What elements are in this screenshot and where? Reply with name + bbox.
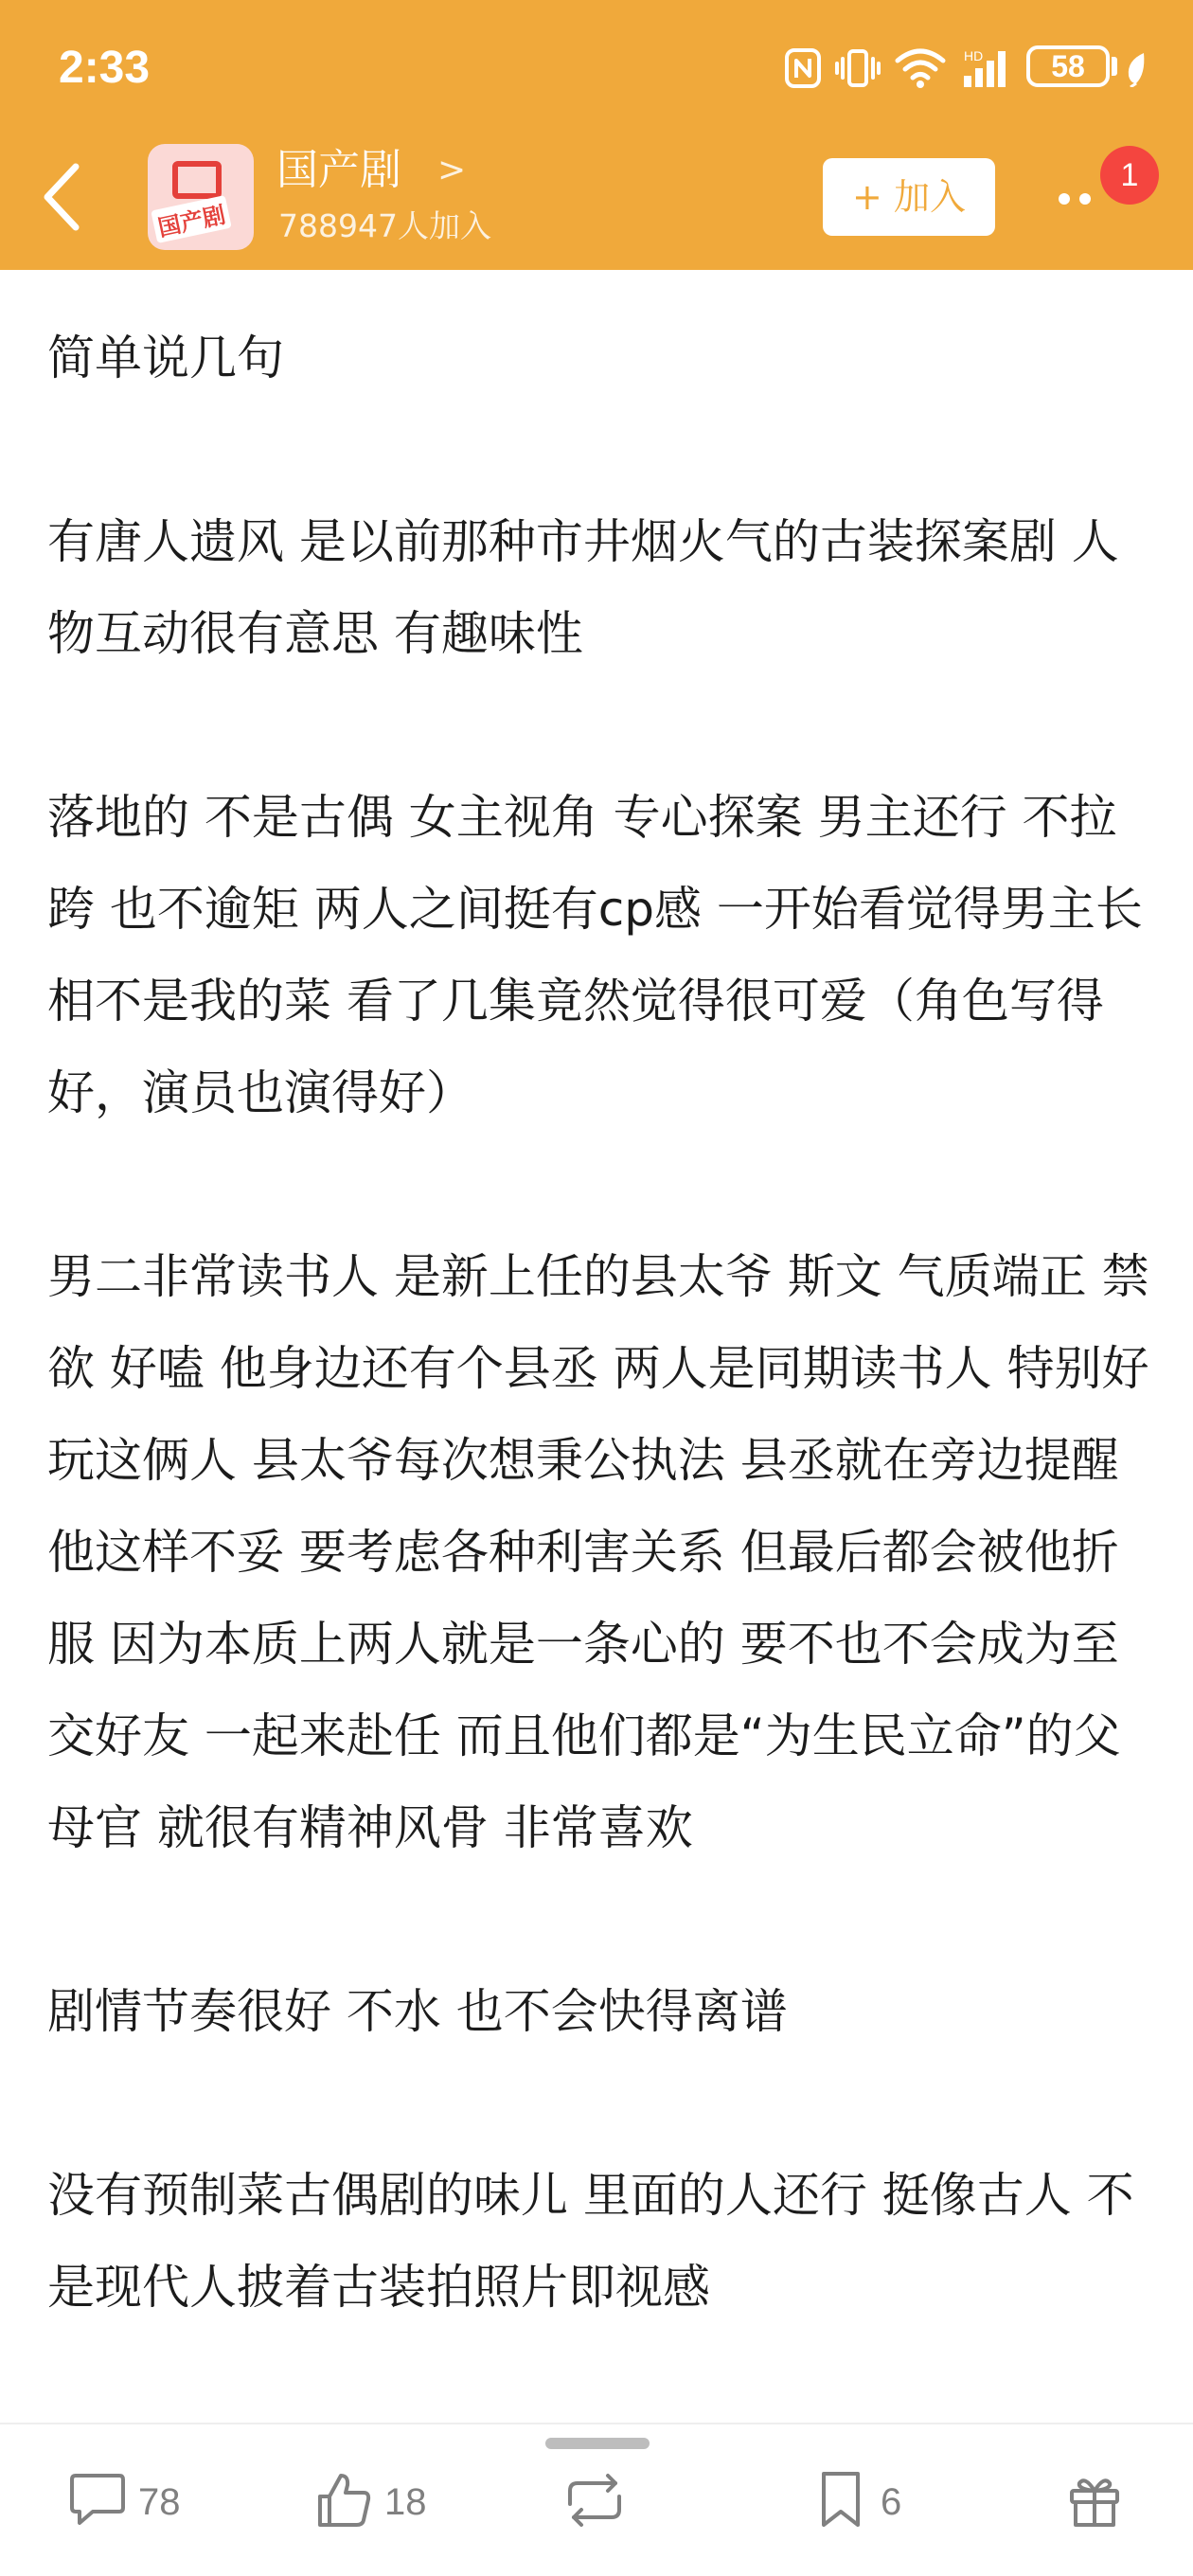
app-header	[0, 0, 1193, 270]
join-button[interactable]: + 加入	[823, 158, 995, 236]
bookmark-button[interactable]	[814, 2462, 937, 2538]
battery-icon: 58	[1026, 45, 1110, 87]
chevron-left-icon[interactable]	[34, 159, 91, 235]
svg-text:HD: HD	[964, 48, 984, 63]
status-time: 2:33	[59, 43, 151, 93]
more-dots-icon[interactable]	[1059, 189, 1112, 208]
group-avatar[interactable]	[148, 144, 254, 250]
bookmark-count: 6	[881, 2481, 902, 2523]
post-paragraph: 简单说几句	[47, 331, 284, 385]
notification-badge[interactable]: 1	[1100, 146, 1159, 205]
drag-handle[interactable]	[545, 2438, 650, 2449]
group-nav-bar	[0, 133, 1193, 270]
battery-tip	[1112, 57, 1117, 76]
repost-icon	[561, 2470, 629, 2531]
comment-count: 78	[138, 2481, 181, 2523]
post-paragraph: 没有预制菜古偶剧的味儿 里面的人还行 挺像古人 不是现代人披着古装拍照片即视感	[47, 2168, 1134, 2315]
gift-button[interactable]	[1066, 2462, 1127, 2538]
bookmark-icon	[814, 2470, 867, 2531]
like-count: 18	[384, 2481, 427, 2523]
thumbs-up-icon	[314, 2470, 375, 2531]
post-paragraph: 剧情节奏很好 不水 也不会快得离谱	[47, 1984, 788, 2039]
post-content	[47, 313, 1155, 2423]
post-paragraph: 有唐人遗风 是以前那种市井烟火气的古装探案剧 人物互动很有意思 有趣味性	[47, 514, 1119, 661]
more-dot	[1059, 193, 1070, 205]
status-icons	[784, 42, 1144, 95]
vibrate-icon	[835, 45, 881, 91]
leaf-icon	[1125, 51, 1148, 87]
status-bar	[0, 0, 1193, 133]
wifi-icon	[894, 45, 947, 89]
tv-icon	[172, 161, 222, 199]
post-paragraph: 落地的 不是古偶 女主视角 专心探案 男主还行 不拉跨 也不逾矩 两人之间挺有cp感 一开始看觉得男主长相不是我的菜 看了几集竟然觉得很可爱（角色写得好，演员也演得好）	[47, 790, 1143, 1120]
member-count: 788947人加入	[278, 207, 491, 244]
post-paragraph: 男二非常读书人 是新上任的县太爷 斯文 气质端正 禁欲 好嗑 他身边还有个县丞 两人是同期读书人 特别好玩这俩人 县太爷每次想秉公执法 县丞就在旁边提醒他这样不妥 要考虑各种利害关系 但最后都会被他折服 因为本质上两人就是一条心的 要不也不会成为至交好友 一起来赴任 而且他们都是“为生民立命”的父母官 就很有精神风骨 非常喜欢	[47, 1249, 1149, 1855]
like-button[interactable]	[314, 2462, 456, 2538]
chevron-right-icon: >	[437, 151, 467, 189]
comment-icon	[68, 2470, 127, 2529]
group-avatar-text: 国产剧	[151, 195, 232, 243]
gift-icon	[1066, 2470, 1123, 2531]
more-dot	[1079, 193, 1091, 205]
nfc-icon	[784, 47, 822, 89]
group-name[interactable]: 国产剧	[276, 146, 401, 194]
repost-button[interactable]	[561, 2462, 636, 2538]
signal-icon	[962, 47, 1015, 89]
comment-button[interactable]	[68, 2462, 210, 2538]
post-action-bar	[0, 2423, 1193, 2576]
